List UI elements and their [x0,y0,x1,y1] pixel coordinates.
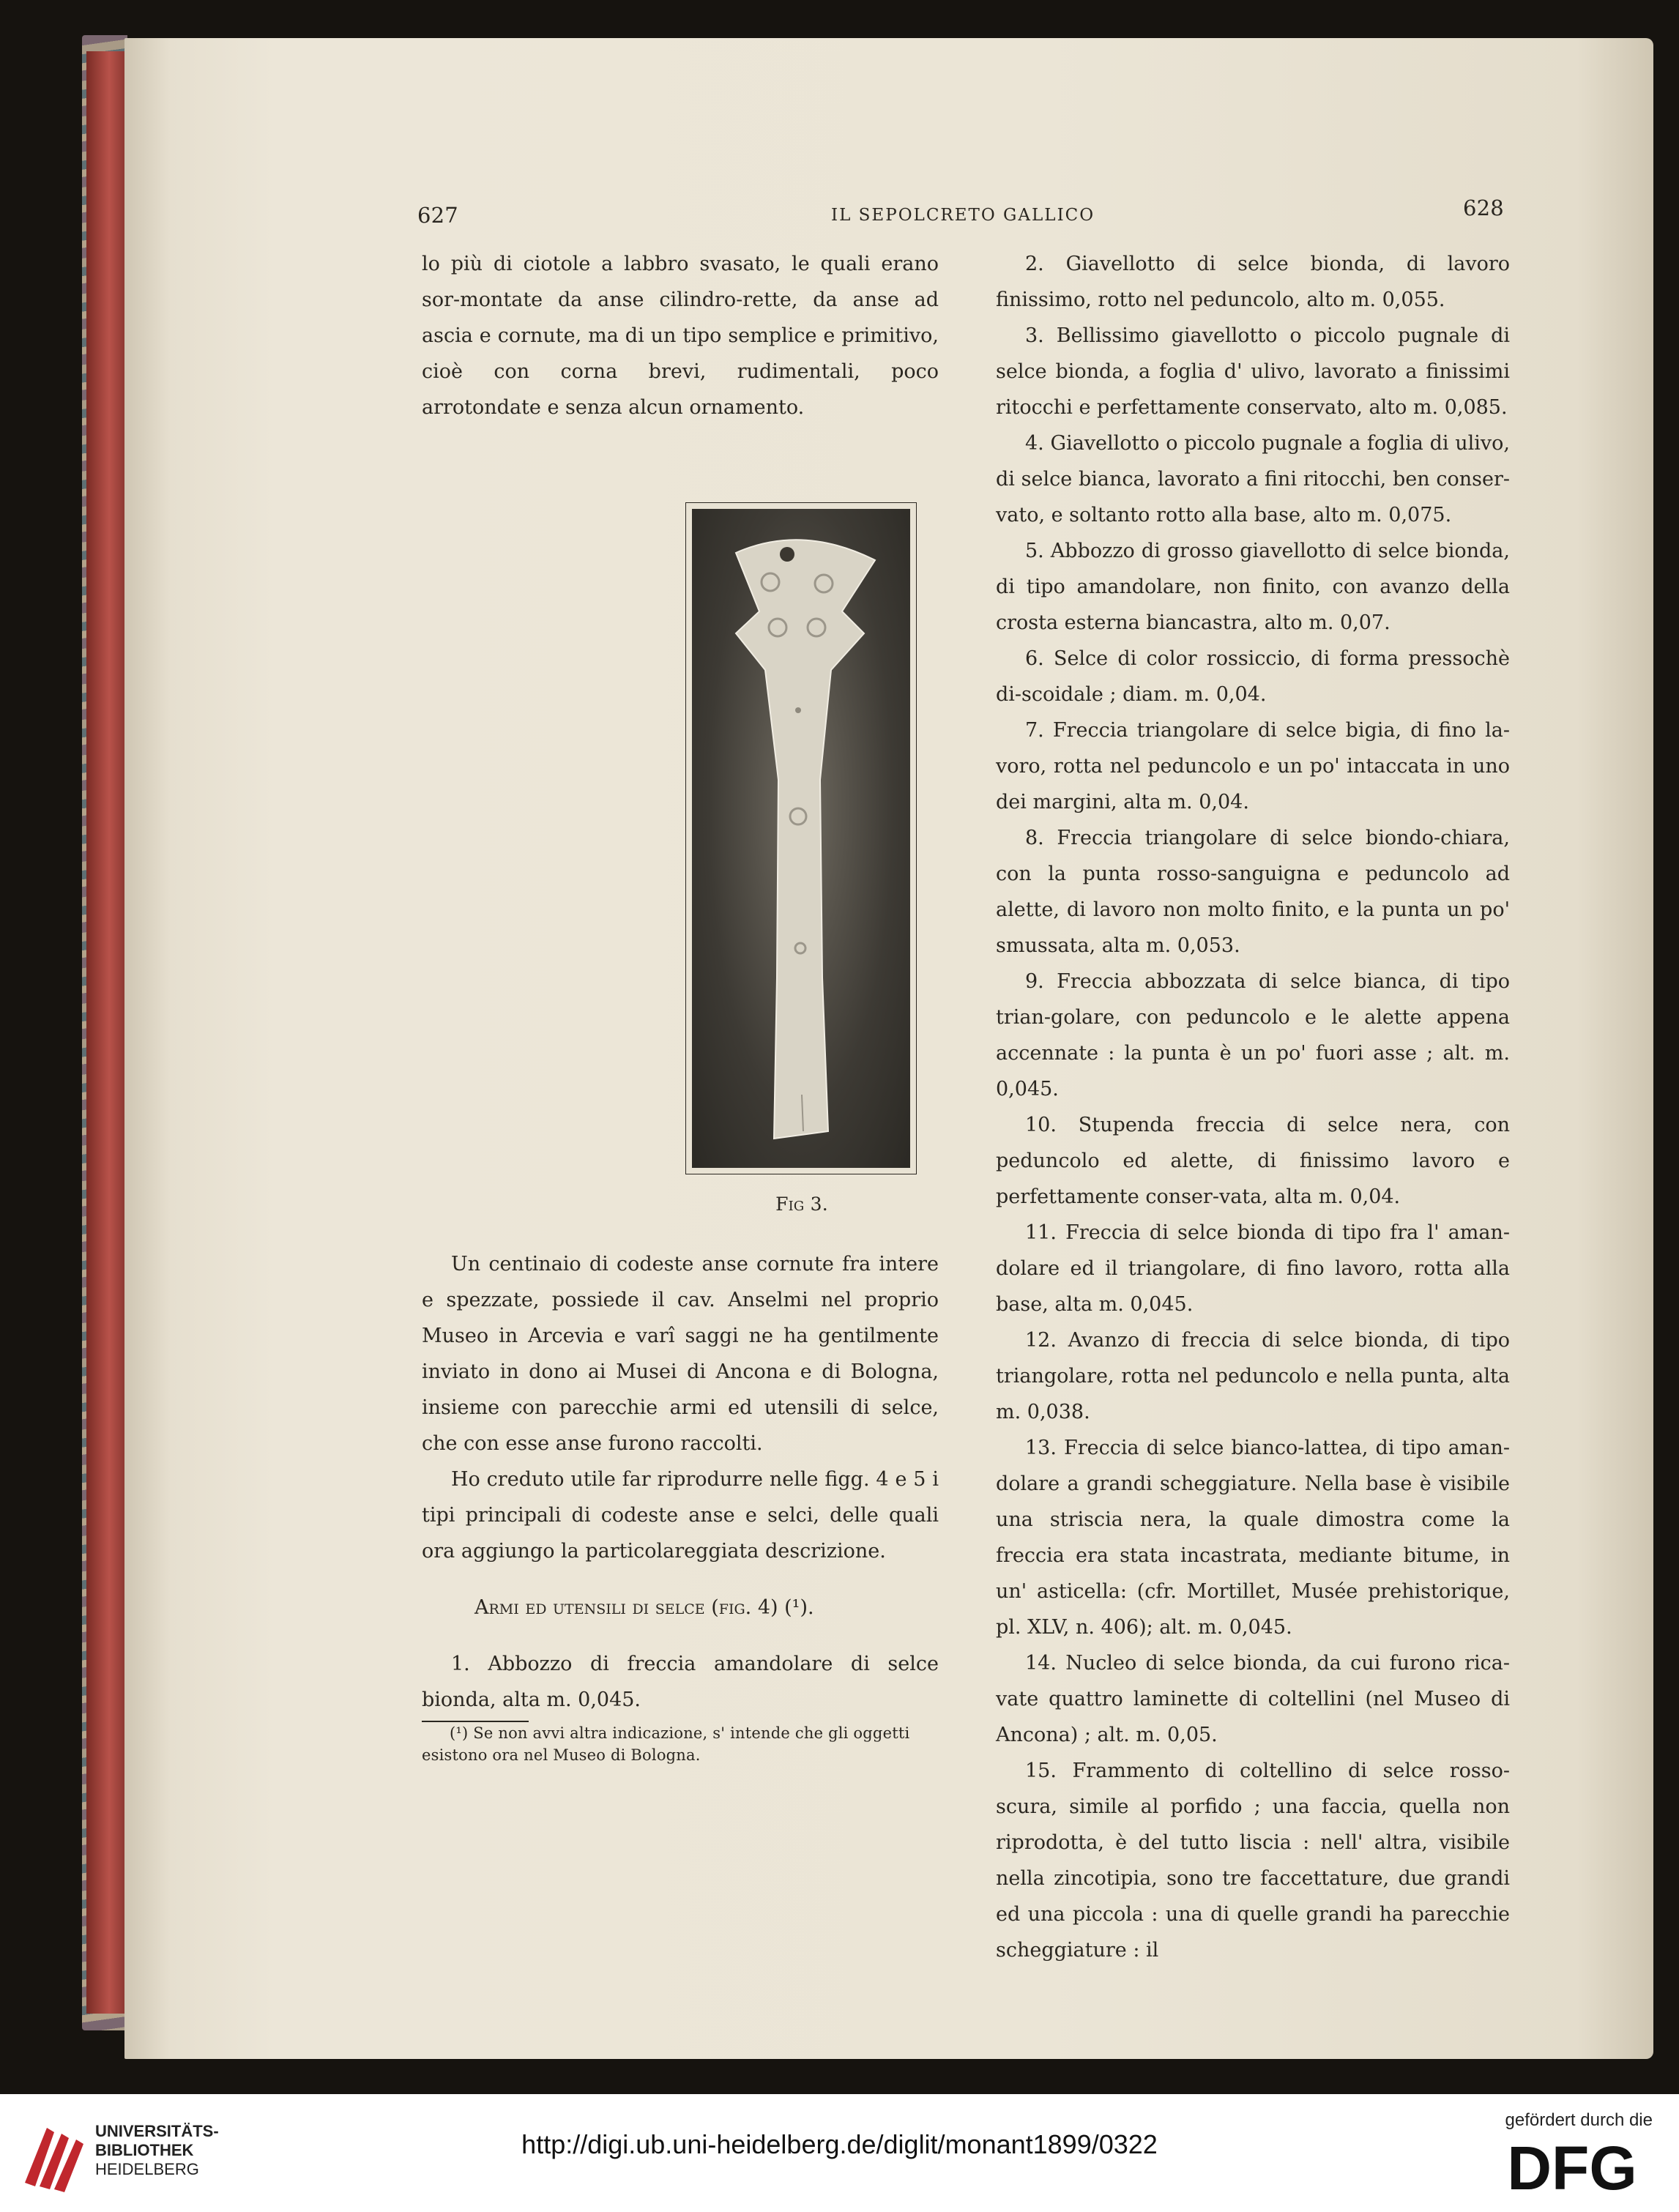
item-11: 11. Freccia di selce bionda di tipo fra l' aman-dolare ed il triangolare, di fino lavoro, rotta alla base, alta m. 0,045. [996,1221,1510,1316]
item-12: 12. Avanzo di freccia di selce bionda, di tipo triangolare, rotta nel peduncolo e nella punta, alta m. 0,038. [996,1329,1510,1423]
item-7: 7. Freccia triangolare di selce bigia, di fino la-voro, rotta nel peduncolo e un po' intaccata in uno dei margini, alta m. 0,04. [996,719,1510,813]
library-line-1: UNIVERSITÄTS- [95,2122,219,2140]
running-title: IL SEPOLCRETO GALLICO [831,206,1095,225]
footnote: (¹) Se non avvi altra indicazione, s' intende che gli oggetti esistono ora nel Museo di Bologna. [422,1724,910,1764]
paragraph-figures: Ho creduto utile far riprodurre nelle figg. 4 e 5 i tipi principali di codeste anse e selci, delle quali ora aggiungo la particolareggiata descrizione. [422,1468,939,1563]
item-2: 2. Giavellotto di selce bionda, di lavoro finissimo, rotto nel peduncolo, alto m. 0,055. [996,253,1510,311]
item-14: 14. Nucleo di selce bionda, da cui furono rica-vate quattro laminette di coltellini (nel Museo di Ancona) ; alt. m. 0,05. [996,1652,1510,1746]
book-page [124,38,1653,2059]
figure-caption: Fig 3. [775,1193,828,1215]
figure-3 [685,502,917,1174]
paragraph-anselmi: Un centinaio di codeste anse cornute fra intere e spezzate, possiede il cav. Anselmi nel proprio Museo in Arcevia e varî saggi ne ha gentilmente inviato in dono ai Musei di Ancona e di Bologna, insieme con parecchie armi ed utensili di selce, che con esse anse furono raccolti. [422,1253,939,1455]
item-13: 13. Freccia di selce bianco-lattea, di tipo aman-dolare a grandi scheggiature. Nella base è visibile una striscia nera, la quale dimostra come la freccia era stata incastrata, mediante bitume, in un' asticella: (cfr. Mortillet, Musée prehistorique, pl. XLV, n. 406); alt. m. 0,045. [996,1437,1510,1639]
library-line-2: BIBLIOTHEK [95,2141,194,2159]
item-5: 5. Abbozzo di grosso giavellotto di selce bionda, di tipo amandolare, non finito, con avanzo della crosta esterna biancastra, alto m. 0,07. [996,540,1510,634]
funded-by-label: gefördert durch die [1505,2110,1653,2130]
item-1: 1. Abbozzo di freccia amandolare di selce bionda, alta m. 0,045. [422,1653,939,1711]
section-heading: Armi ed utensili di selce (fig. 4) (¹). [474,1596,814,1619]
permalink-url[interactable]: http://digi.ub.uni-heidelberg.de/diglit/monant1899/0322 [521,2129,1158,2159]
item-15: 15. Frammento di coltellino di selce rosso-scura, simile al porfido ; una faccia, quella non riprodotta, è del tutto liscia : nell' altra, visibile nella zincotipia, sono tre faccettature, due grandi ed una piccola : una di quelle grandi ha parecchie scheggiature : il [996,1759,1510,1962]
item-4: 4. Giavellotto o piccolo pugnale a foglia di ulivo, di selce bianca, lavorato a fini ritocchi, ben conser-vato, e soltanto rotto alla base, alto m. 0,075. [996,432,1510,526]
dfg-logo-icon [1492,2135,1653,2198]
item-8: 8. Freccia triangolare di selce biondo-chiara, con la punta rosso-sanguigna e peduncolo ad alette, di lavoro non molto finito, e la punta un po' smussata, alta m. 0,053. [996,827,1510,957]
item-9: 9. Freccia abbozzata di selce bianca, di tipo trian-golare, con peduncolo e le alette appena accennate : la punta è un po' fuori asse ; alt. m. 0,045. [996,970,1510,1101]
figure-photo [692,509,910,1168]
dfg-logo-text: DFG [1507,2135,1637,2198]
intro-paragraph: lo più di ciotole a labbro svasato, le quali erano sor-montate da anse cilindro-rette, da anse ad ascia e cornute, ma di un tipo semplice e primitivo, cioè con corna brevi, rudimentali, poco arrotondate e senza alcun ornamento. [422,253,939,419]
digitization-footer [0,2094,1679,2212]
red-page-edge [86,51,124,2014]
left-column-top [422,246,939,425]
right-column [996,246,1510,1968]
item-6: 6. Selce di color rossiccio, di forma pressochè di-scoidale ; diam. m. 0,04. [996,647,1510,706]
left-page-number: 627 [417,203,458,228]
item-10: 10. Stupenda freccia di selce nera, con peduncolo ed alette, di finissimo lavoro e perfettamente conser-vata, alta m. 0,04. [996,1114,1510,1208]
left-column-bottom [422,1246,939,1718]
flint-blade-image [692,509,910,1168]
item-3: 3. Bellissimo giavellotto o piccolo pugnale di selce bionda, a foglia d' ulivo, lavorato a finissimi ritocchi e perfettamente conservato, alto m. 0,085. [996,324,1510,419]
right-page-number: 628 [1463,195,1504,220]
library-line-3: HEIDELBERG [95,2160,199,2178]
